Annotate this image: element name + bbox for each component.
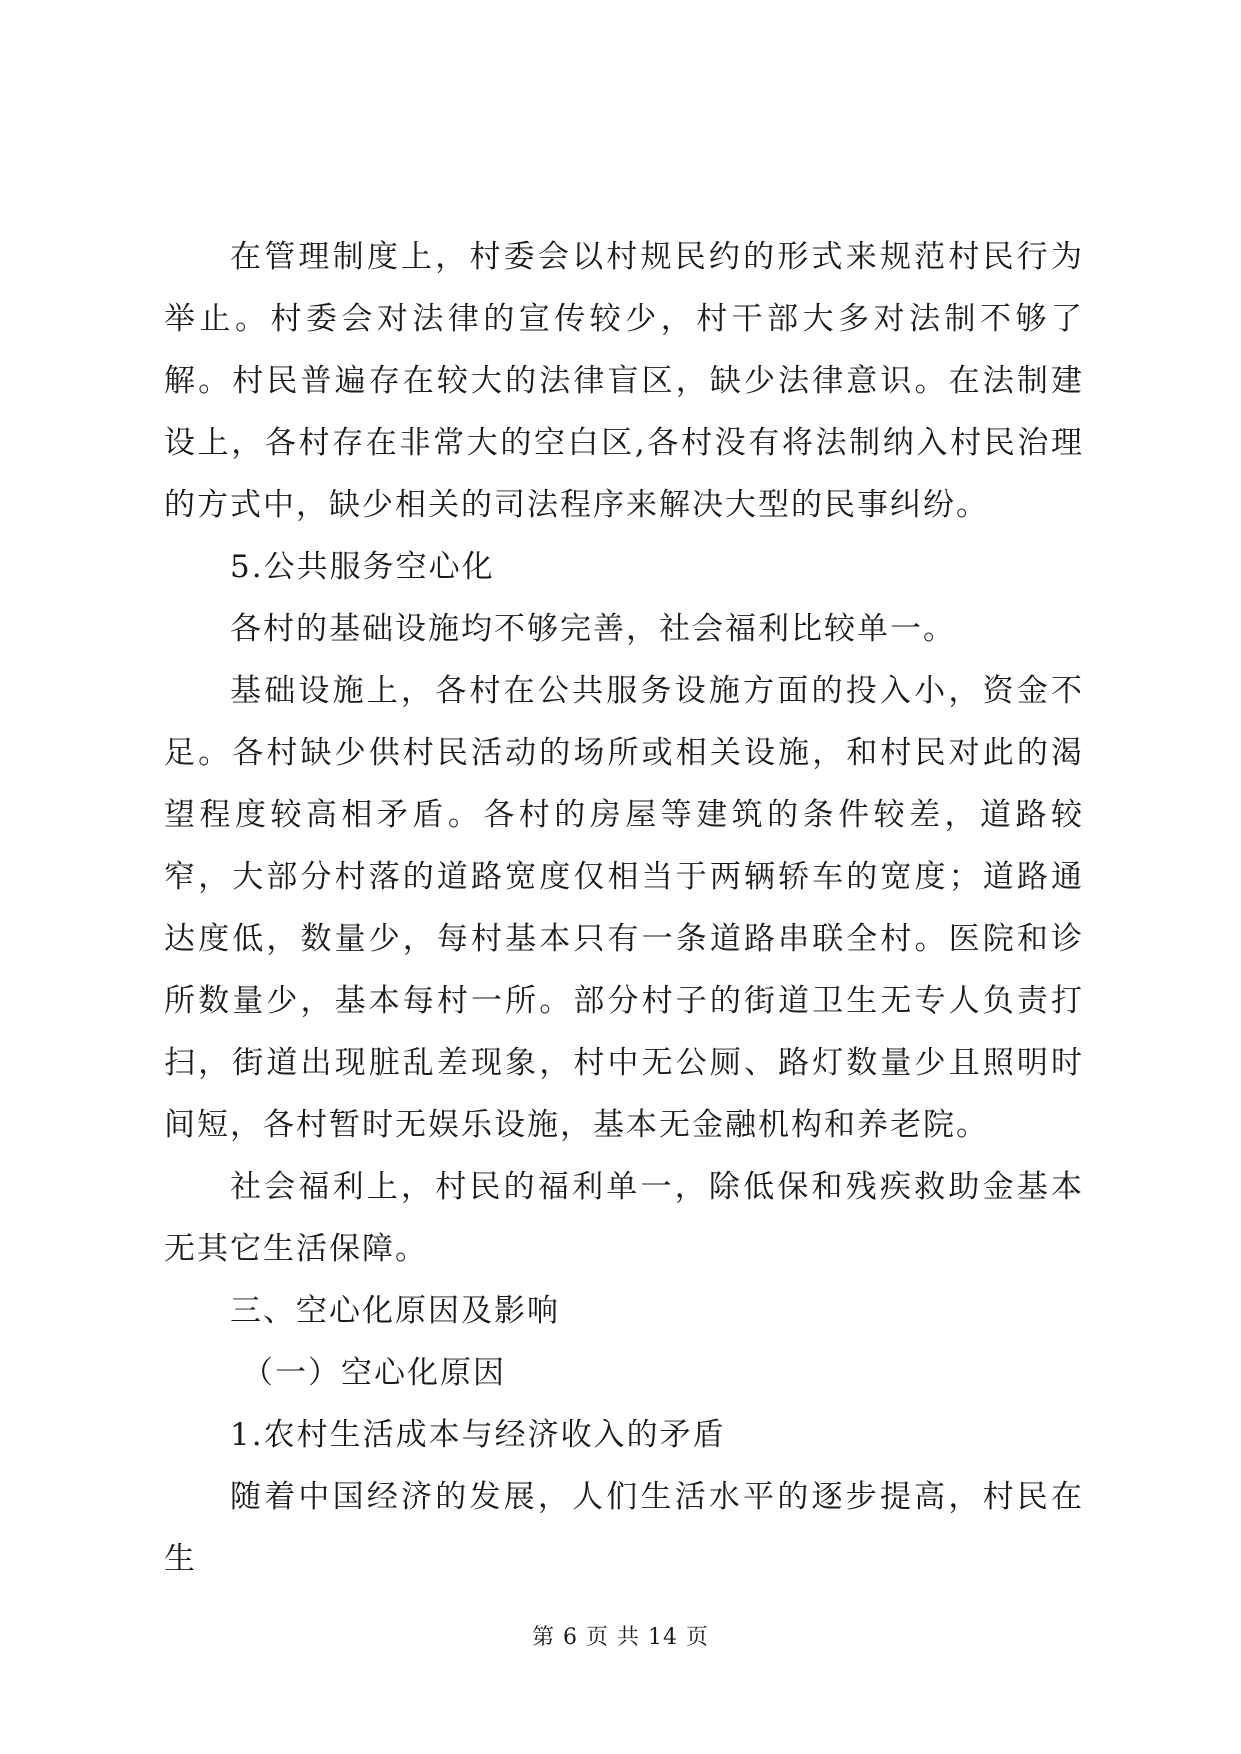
paragraph-infrastructure-detail: 基础设施上，各村在公共服务设施方面的投入小，资金不足。各村缺少供村民活动的场所或相关设施，和村民对此的渴望程度较高相矛盾。各村的房屋等建筑的条件较差，道路较窄，大部分村落的道路宽度仅相当于两辆轿车的宽度；道路通达度低，数量少，每村基本只有一条道路串联全村。医院和诊所数量少，基本每村一所。部分村子的街道卫生无专人负责打扫，街道出现脏乱差现象，村中无公厕、路灯数量少且照明时间短，各村暂时无娱乐设施，基本无金融机构和养老院。 (164, 673, 1084, 1143)
document-body (164, 226, 1084, 1590)
paragraph-legal-system: 在管理制度上，村委会以村规民约的形式来规范村民行为举止。村委会对法律的宣传较少，村干部大多对法制不够了解。村民普遍存在较大的法律盲区，缺少法律意识。在法制建设上，各村存在非常大的空白区,各村没有将法制纳入村民治理的方式中，缺少相关的司法程序来解决大型的民事纠纷。 (164, 239, 1084, 523)
paragraph-economic-development: 随着中国经济的发展，人们生活水平的逐步提高，村民在生 (164, 1479, 1084, 1577)
paragraph-infrastructure-summary: 各村的基础设施均不够完善，社会福利比较单一。 (230, 611, 956, 647)
paragraph-social-welfare: 社会福利上，村民的福利单一，除低保和残疾救助金基本无其它生活保障。 (164, 1169, 1084, 1267)
section-heading-public-services: 5.公共服务空心化 (230, 549, 495, 585)
page-number-footer: 第 6 页 共 14 页 (532, 1625, 709, 1650)
item-heading-cost-income: 1.农村生活成本与经济收入的矛盾 (230, 1417, 726, 1453)
subsection-heading-causes: （一）空心化原因 (242, 1355, 506, 1391)
chapter-heading-causes-effects: 三、空心化原因及影响 (230, 1293, 560, 1329)
